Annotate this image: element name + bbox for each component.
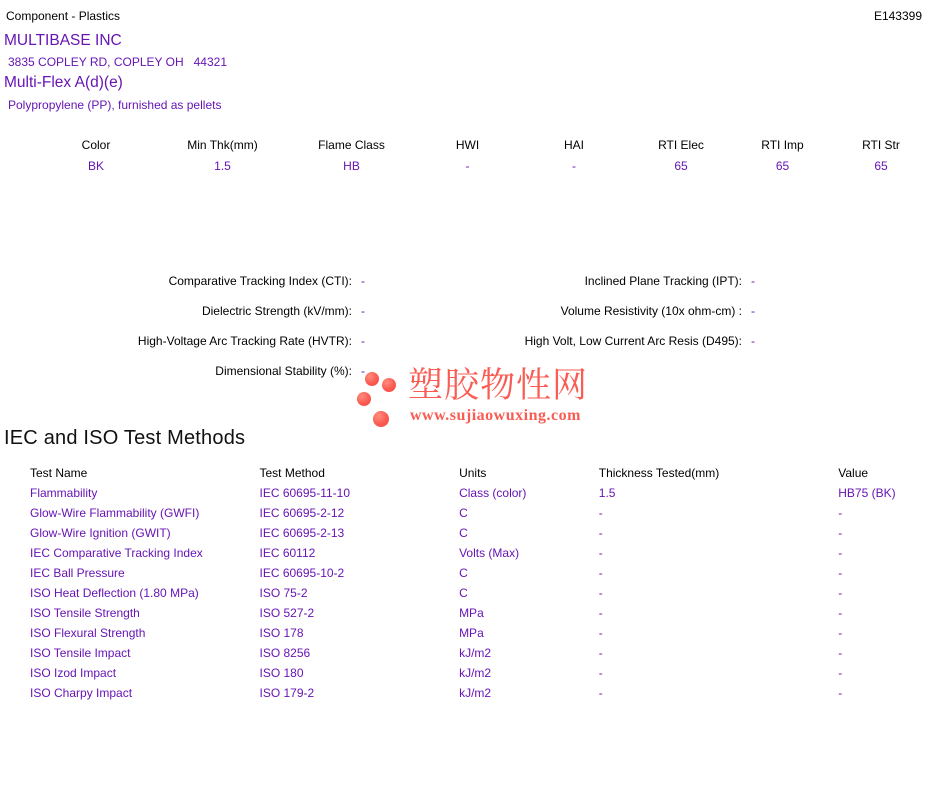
ratings-column [831, 138, 931, 173]
column-header: Thickness Tested(mm) [598, 466, 720, 480]
ratings-header: Color [81, 138, 111, 152]
table-cell: Glow-Wire Flammability (GWFI) [30, 506, 200, 520]
table-row [30, 523, 950, 543]
category-label: Component - Plastics [6, 9, 121, 23]
table-cell: IEC 60112 [259, 546, 316, 560]
table-cell: - [598, 566, 603, 580]
table-row [30, 543, 950, 563]
property-value: - [751, 304, 755, 318]
table-cell: IEC 60695-11-10 [259, 486, 351, 500]
table-cell: Volts (Max) [459, 546, 520, 560]
property-value: - [361, 304, 365, 318]
table-cell: ISO Charpy Impact [30, 686, 133, 700]
table-cell: kJ/m2 [459, 686, 492, 700]
table-row [30, 563, 950, 583]
ratings-header: Flame Class [318, 138, 385, 152]
test-methods-table [30, 463, 950, 703]
logo-url: www.sujiaowuxing.com [410, 407, 581, 424]
test-methods-header-row [30, 463, 950, 483]
table-cell: - [838, 666, 843, 680]
ratings-header: Min Thk(mm) [187, 138, 258, 152]
table-cell: ISO Tensile Strength [30, 606, 140, 620]
table-cell: - [838, 646, 843, 660]
ratings-value: 65 [674, 159, 688, 173]
ratings-column [288, 138, 415, 173]
ratings-column [734, 138, 831, 173]
table-cell: MPa [459, 626, 484, 640]
electrical-properties [0, 266, 950, 386]
table-cell: - [838, 686, 843, 700]
table-cell: - [838, 526, 843, 540]
table-cell: ISO 8256 [259, 646, 311, 660]
file-number: E143399 [873, 9, 922, 23]
table-cell: - [838, 566, 843, 580]
table-cell: IEC Ball Pressure [30, 566, 125, 580]
table-cell: - [838, 606, 843, 620]
table-cell: HB75 (BK) [838, 486, 896, 500]
table-row [30, 503, 950, 523]
table-cell: Glow-Wire Ignition (GWIT) [30, 526, 171, 540]
ratings-value: 65 [775, 159, 790, 173]
table-cell: C [459, 586, 468, 600]
logo-text: 塑胶物性网 [408, 366, 589, 405]
company-block [0, 32, 950, 112]
table-cell: Flammability [30, 486, 98, 500]
column-header: Test Method [259, 466, 325, 480]
ratings-header: HWI [455, 138, 480, 152]
property-label: High Volt, Low Current Arc Resis (D495): [524, 334, 742, 348]
table-cell: ISO 180 [259, 666, 304, 680]
material-description: Polypropylene (PP), furnished as pellets [8, 98, 222, 112]
ratings-header: RTI Elec [658, 138, 704, 152]
ratings-header: RTI Imp [761, 138, 804, 152]
table-row [30, 683, 950, 703]
property-label: Volume Resistivity (10x ohm-cm) : [560, 304, 742, 318]
ratings-value: HB [343, 159, 360, 173]
property-row [0, 326, 950, 356]
product-name: Multi-Flex A(d)(e) [4, 74, 123, 91]
property-row [0, 266, 950, 296]
ratings-value: BK [87, 159, 104, 173]
ratings-column [157, 138, 288, 173]
table-cell: - [598, 586, 603, 600]
property-value: - [361, 364, 365, 378]
property-value: - [361, 334, 365, 348]
table-cell: IEC Comparative Tracking Index [30, 546, 203, 560]
table-cell: - [838, 546, 843, 560]
table-cell: - [598, 546, 603, 560]
test-methods-body [30, 483, 950, 703]
column-header: Units [459, 466, 487, 480]
red-dot-icon [357, 392, 371, 406]
table-cell: - [838, 626, 843, 640]
table-cell: IEC 60695-10-2 [259, 566, 345, 580]
ratings-column [628, 138, 734, 173]
table-cell: MPa [459, 606, 484, 620]
table-cell: Class (color) [459, 486, 527, 500]
ratings-value: 65 [874, 159, 888, 173]
table-row [30, 583, 950, 603]
ratings-header: HAI [563, 138, 584, 152]
table-row [30, 663, 950, 683]
table-cell: - [838, 506, 843, 520]
red-dot-icon [373, 411, 389, 427]
table-cell: ISO 178 [259, 626, 304, 640]
table-cell: IEC 60695-2-12 [259, 506, 345, 520]
table-cell: ISO Heat Deflection (1.80 MPa) [30, 586, 199, 600]
table-row [30, 483, 950, 503]
table-row [30, 643, 950, 663]
company-name: MULTIBASE INC [4, 32, 122, 49]
table-cell: kJ/m2 [459, 646, 492, 660]
property-value: - [751, 274, 755, 288]
property-label: Inclined Plane Tracking (IPT): [584, 274, 742, 288]
table-cell: - [598, 626, 603, 640]
property-label: High-Voltage Arc Tracking Rate (HVTR): [137, 334, 352, 348]
table-cell: kJ/m2 [459, 666, 492, 680]
table-cell: IEC 60695-2-13 [259, 526, 345, 540]
table-cell: ISO 527-2 [259, 606, 315, 620]
table-cell: C [459, 526, 468, 540]
column-header: Value [838, 466, 869, 480]
property-value: - [751, 334, 755, 348]
ratings-column [415, 138, 520, 173]
ratings-header: RTI Str [862, 138, 900, 152]
property-row [0, 296, 950, 326]
column-header: Test Name [30, 466, 88, 480]
table-cell: - [598, 506, 603, 520]
page-header [0, 0, 950, 23]
property-value: - [361, 274, 365, 288]
table-cell: ISO Flexural Strength [30, 626, 146, 640]
table-cell: - [598, 666, 603, 680]
table-cell: C [459, 506, 468, 520]
table-cell: C [459, 566, 468, 580]
section-title: IEC and ISO Test Methods [4, 427, 246, 449]
property-row [0, 356, 950, 386]
table-row [30, 603, 950, 623]
table-cell: 1.5 [598, 486, 616, 500]
table-cell: - [598, 646, 603, 660]
table-cell: - [838, 586, 843, 600]
property-label: Dielectric Strength (kV/mm): [201, 304, 352, 318]
table-cell: ISO 179-2 [259, 686, 315, 700]
company-address: 3835 COPLEY RD, COPLEY OH 44321 [8, 55, 228, 69]
table-cell: - [598, 686, 603, 700]
table-cell: ISO Izod Impact [30, 666, 117, 680]
table-cell: - [598, 606, 603, 620]
table-cell: ISO Tensile Impact [30, 646, 131, 660]
table-row [30, 623, 950, 643]
ratings-value: - [572, 159, 576, 173]
property-label: Dimensional Stability (%): [215, 364, 352, 378]
ratings-table [35, 138, 950, 173]
ratings-value: - [465, 159, 470, 173]
ratings-column [520, 138, 628, 173]
property-label: Comparative Tracking Index (CTI): [168, 274, 352, 288]
table-cell: - [598, 526, 603, 540]
ratings-value: 1.5 [214, 159, 231, 173]
ratings-column [35, 138, 157, 173]
table-cell: ISO 75-2 [259, 586, 308, 600]
